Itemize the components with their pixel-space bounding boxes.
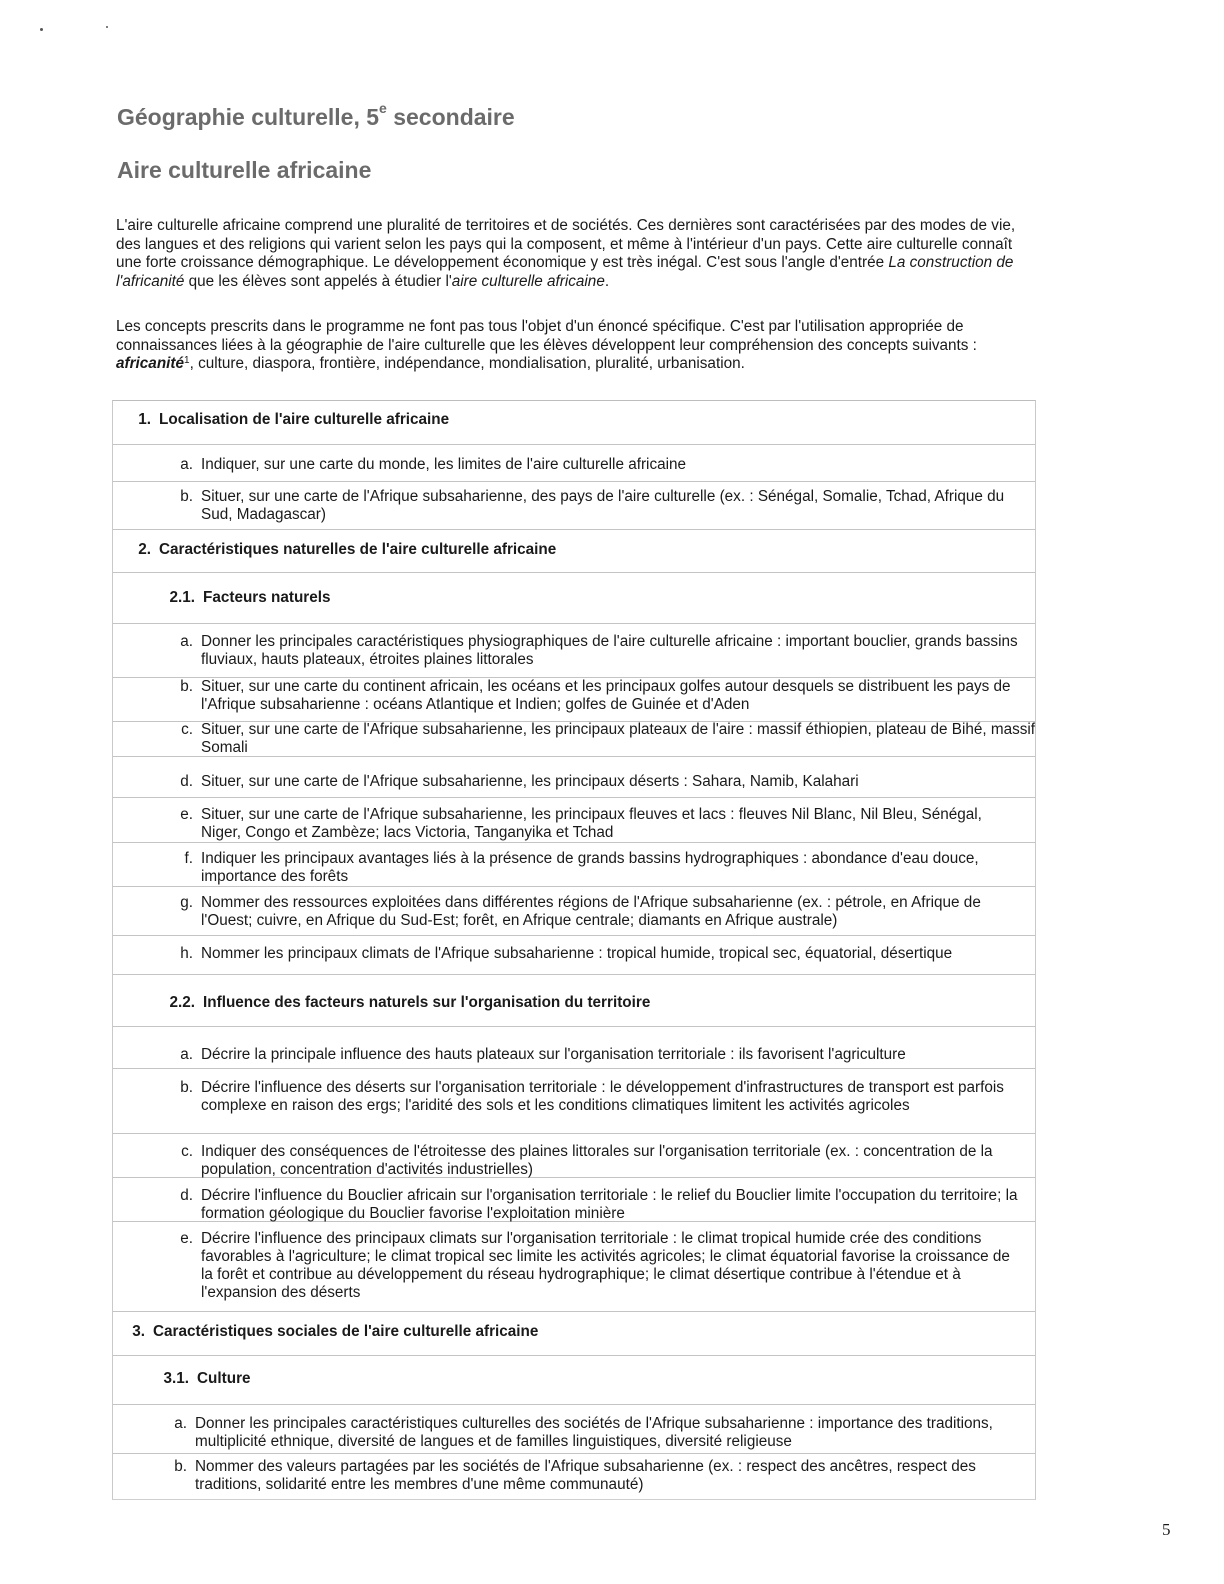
list-item: a. Donner les principales caractéristiques culturelles des sociétés de l'Afrique subsaharienne : importance des traditions, multiplicité ethnique, diversité de langues et de familles linguistiques, diversité religieuse — [174, 1415, 993, 1450]
row-divider — [113, 1068, 1035, 1069]
subsection-heading: 2.2. Influence des facteurs naturels sur l'organisation du territoire — [169, 994, 651, 1011]
list-item: g. Nommer des ressources exploitées dans différentes régions de l'Afrique subsaharienne (ex. : pétrole, en Afrique de l'Ouest; cuivre, en Afrique du Sud-Est; forêt, en Afrique centrale; diamants en Afrique australe) — [180, 894, 981, 929]
scan-speck — [106, 26, 108, 28]
section-heading: 2. Caractéristiques naturelles de l'aire culturelle africaine — [138, 541, 557, 558]
list-item: c. Indiquer des conséquences de l'étroitesse des plaines littorales sur l'organisation territoriale (ex. : concentration de la population, concentration d'activités industrielles) — [181, 1143, 993, 1178]
list-item: b. Décrire l'influence des déserts sur l'organisation territoriale : le développement d'infrastructures de transport est parfois complexe en raison des ergs; l'aridité des sols et les conditions climatiques limitent les activités agricoles — [180, 1079, 1004, 1114]
row-divider — [113, 1026, 1035, 1027]
row-divider — [113, 935, 1035, 936]
list-item: a. Indiquer, sur une carte du monde, les limites de l'aire culturelle africaine — [180, 456, 687, 473]
subsection-heading: 2.1. Facteurs naturels — [169, 589, 331, 606]
row-divider — [113, 974, 1035, 975]
row-divider — [113, 572, 1035, 573]
list-item: a. Décrire la principale influence des hauts plateaux sur l'organisation territoriale : ils favorisent l'agriculture — [180, 1046, 906, 1063]
list-item: c. Situer, sur une carte de l'Afrique subsaharienne, les principaux plateaux de l'aire : massif éthiopien, plateau de Bihé, massif Somali — [181, 721, 1036, 756]
row-divider — [113, 444, 1035, 445]
intro-paragraph-1: L'aire culturelle africaine comprend une pluralité de territoires et de sociétés. Ces dernières sont caractérisées par des modes de vie, des langues et des religions qui varient selon les pays qui la composent, et même à l'intérieur d'un pays. Cette aire culturelle connaît une forte croissance démographique. Le développement économique y est très inégal. C'est sous l'angle d'entrée La construction de l'africanité que les élèves sont appelés à étudier l'aire culturelle africaine. — [116, 217, 1016, 290]
list-item: b. Situer, sur une carte du continent africain, les océans et les principaux golfes autour desquels se distribuent les pays de l'Afrique subsaharienne : océans Atlantique et Indien; golfes de Guinée et d'Aden — [180, 678, 1011, 713]
row-divider — [113, 1404, 1035, 1405]
list-item: b. Situer, sur une carte de l'Afrique subsaharienne, des pays de l'aire culturelle (ex. : Sénégal, Somalie, Tchad, Afrique du Sud, Madagascar) — [180, 488, 1005, 523]
row-divider — [113, 623, 1035, 624]
list-item: e. Situer, sur une carte de l'Afrique subsaharienne, les principaux fleuves et lacs : fleuves Nil Blanc, Nil Bleu, Sénégal, Niger, Congo et Zambèze; lacs Victoria, Tanganyika et Tchad — [180, 806, 982, 841]
row-divider — [113, 1453, 1035, 1454]
row-divider — [113, 1311, 1035, 1312]
subsection-heading: 3.1. Culture — [163, 1370, 251, 1387]
list-item: f. Indiquer les principaux avantages liés à la présence de grands bassins hydrographiques : abondance d'eau douce, importance des forêts — [184, 850, 979, 885]
row-divider — [113, 529, 1035, 530]
row-divider — [113, 842, 1035, 843]
row-divider — [113, 797, 1035, 798]
page-number: 5 — [1162, 1520, 1171, 1539]
document-title: Géographie culturelle, 5e secondaire — [117, 100, 515, 130]
list-item: d. Situer, sur une carte de l'Afrique subsaharienne, les principaux déserts : Sahara, Namib, Kalahari — [180, 773, 859, 790]
list-item: a. Donner les principales caractéristiques physiographiques de l'aire culturelle africaine : important bouclier, grands bassins fluviaux, hauts plateaux, étroites plaines littorales — [180, 633, 1018, 668]
row-divider — [113, 1133, 1035, 1134]
section-heading: 1. Localisation de l'aire culturelle africaine — [138, 411, 450, 428]
list-item: b. Nommer des valeurs partagées par les sociétés de l'Afrique subsaharienne (ex. : respect des ancêtres, respect des traditions, solidarité entre les membres d'une même communauté) — [174, 1458, 976, 1493]
row-divider — [113, 886, 1035, 887]
row-divider — [113, 481, 1035, 482]
list-item: d. Décrire l'influence du Bouclier africain sur l'organisation territoriale : le relief du Bouclier limite l'occupation du territoire; la formation géologique du Bouclier favorise l'exploitation minière — [180, 1187, 1018, 1222]
list-item: h. Nommer les principaux climats de l'Afrique subsaharienne : tropical humide, tropical sec, équatorial, désertique — [180, 945, 953, 962]
row-divider — [113, 1355, 1035, 1356]
outline-table — [112, 400, 1036, 1500]
section-subtitle: Aire culturelle africaine — [117, 157, 372, 183]
intro-paragraph-2: Les concepts prescrits dans le programme ne font pas tous l'objet d'un énoncé spécifique. C'est par l'utilisation appropriée de connaissances liées à la géographie de l'aire culturelle que les élèves développent leur compréhension des concepts suivants : africanité$^1$, culture, diaspora, frontière, indépendance, mondialisation, pluralité, urbanisation. — [116, 318, 977, 372]
scan-speck — [40, 28, 43, 31]
list-item: e. Décrire l'influence des principaux climats sur l'organisation territoriale : le climat tropical humide crée des conditions favorables à l'agriculture; le climat tropical sec limite les activités agricoles; le climat équatorial favorise la croissance de la forêt et contribue au développement du réseau hydrographique; le climat désertique contribue à l'étendue et à l'expansion des déserts — [180, 1230, 1010, 1301]
section-heading: 3. Caractéristiques sociales de l'aire culturelle africaine — [132, 1323, 539, 1340]
footnote-marker: 1 — [184, 355, 190, 366]
